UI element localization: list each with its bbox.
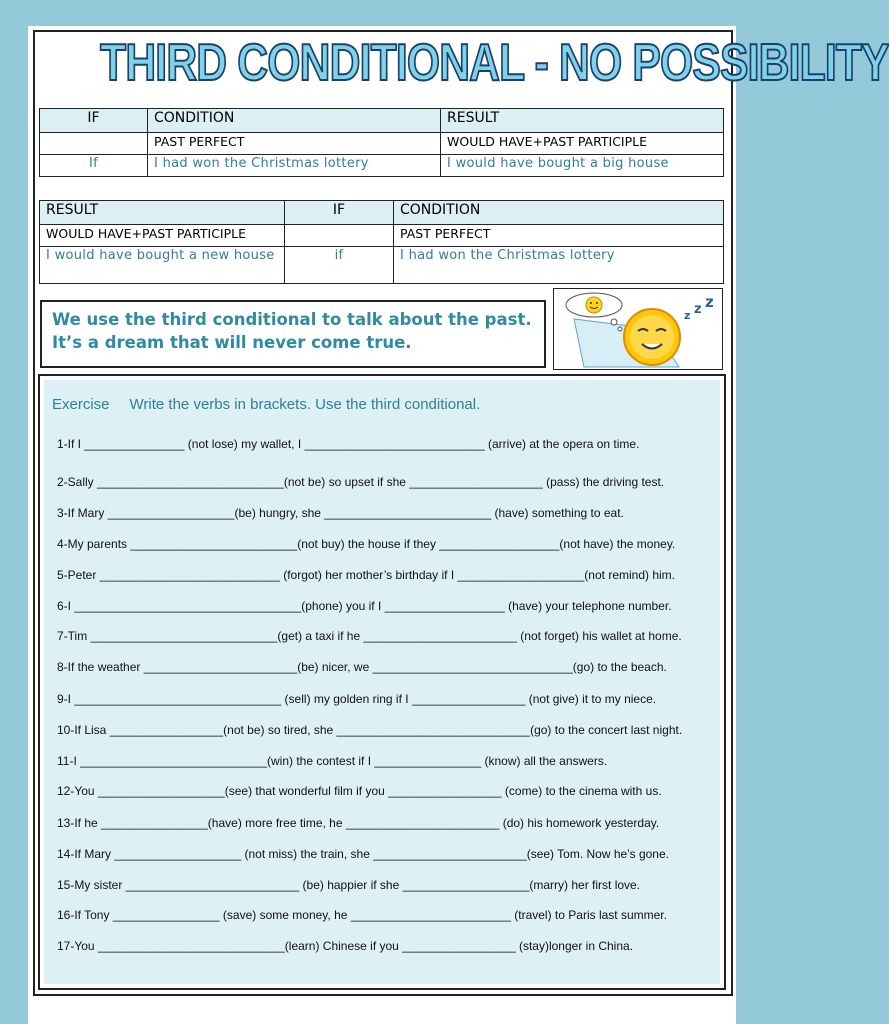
structure-condition: PAST PERFECT: [394, 225, 724, 247]
exercise-item-9[interactable]: 9-I _______________________________ (sell) my golden ring if I _________________ (not give) it to my niece.: [57, 692, 657, 706]
header-condition: CONDITION: [148, 109, 441, 133]
table-structure-row: [40, 225, 724, 247]
exercise-panel-fill: [44, 380, 720, 984]
exercise-item-1[interactable]: 1-If I _______________ (not lose) my wallet, I ___________________________ (arrive) at the opera on time.: [57, 437, 640, 451]
exercise-item-2[interactable]: 2-Sally ____________________________(not be) so upset if she ____________________ (pass) the driving test.: [57, 475, 665, 489]
exercise-item-15[interactable]: 15-My sister __________________________ (be) happier if she ___________________(marry) her first love.: [57, 878, 641, 892]
exercise-item-10[interactable]: 10-If Lisa _________________(not be) so tired, she _____________________________(go) to the concert last night.: [57, 723, 683, 737]
example-result: I would have bought a big house: [441, 155, 724, 177]
structure-table-if-first: [39, 108, 724, 177]
svg-text:z: z: [705, 293, 714, 311]
exercise-item-8[interactable]: 8-If the weather _______________________(be) nicer, we ______________________________(go) to the beach.: [57, 660, 667, 674]
example-condition: I had won the Christmas lottery: [148, 155, 441, 177]
header-result: RESULT: [40, 201, 285, 225]
svg-text:z: z: [684, 309, 691, 322]
header-condition: CONDITION: [394, 201, 724, 225]
header-result: RESULT: [441, 109, 724, 133]
example-if: If: [40, 155, 148, 177]
header-if: IF: [285, 201, 394, 225]
svg-text:z: z: [694, 302, 702, 317]
example-condition: I had won the Christmas lottery: [394, 247, 724, 284]
table-header-row: [40, 201, 724, 225]
structure-result: WOULD HAVE+PAST PARTICIPLE: [40, 225, 285, 247]
exercise-item-4[interactable]: 4-My parents _________________________(not buy) the house if they __________________(not have) the money.: [57, 537, 676, 551]
structure-table-result-first: [39, 200, 724, 284]
exercise-panel: [38, 374, 726, 990]
exercise-item-13[interactable]: 13-If he ________________(have) more free time, he _______________________ (do) his homework yesterday.: [57, 816, 660, 830]
page-title: THIRD CONDITIONAL - NO POSSIBILITY: [100, 34, 889, 92]
table-header-row: [40, 109, 724, 133]
exercise-item-3[interactable]: 3-If Mary ___________________(be) hungry, she _________________________ (have) something to eat.: [57, 506, 624, 520]
exercise-item-17[interactable]: 17-You ____________________________(learn) Chinese if you _________________ (stay)longer in China.: [57, 939, 634, 953]
structure-result: WOULD HAVE+PAST PARTICIPLE: [441, 133, 724, 155]
exercise-item-6[interactable]: 6-I __________________________________(phone) you if I __________________ (have) your telephone number.: [57, 599, 672, 613]
rule-explanation-box: We use the third conditional to talk about the past. It’s a dream that will never come true.: [40, 300, 546, 368]
exercise-label: Exercise: [52, 396, 110, 413]
header-if: IF: [40, 109, 148, 133]
exercise-instruction: Write the verbs in brackets. Use the third conditional.: [129, 396, 481, 413]
sleeping-sun-dreaming-icon: [553, 288, 723, 370]
exercise-item-5[interactable]: 5-Peter ___________________________ (forgot) her mother’s birthday if I ___________________(not remind) him.: [57, 568, 675, 582]
exercise-item-14[interactable]: 14-If Mary ___________________ (not miss) the train, she _______________________(see) Tom. Now he’s gone.: [57, 847, 669, 861]
example-result: I would have bought a new house: [40, 247, 285, 284]
exercise-item-11[interactable]: 11-I ____________________________(win) the contest if I ________________ (know) all the answers.: [57, 754, 608, 768]
structure-if: [285, 225, 394, 247]
table-example-row: [40, 155, 724, 177]
table-example-row: [40, 247, 724, 284]
exercise-item-7[interactable]: 7-Tim ____________________________(get) a taxi if he _______________________ (not forget) his wallet at home.: [57, 629, 682, 643]
exercise-item-12[interactable]: 12-You ___________________(see) that wonderful film if you _________________ (come) to the cinema with us.: [57, 784, 662, 798]
exercise-heading: [52, 396, 480, 413]
structure-if: [40, 133, 148, 155]
example-if: if: [285, 247, 394, 284]
structure-condition: PAST PERFECT: [148, 133, 441, 155]
table-structure-row: [40, 133, 724, 155]
exercise-item-16[interactable]: 16-If Tony ________________ (save) some money, he ________________________ (travel) to Paris last summer.: [57, 908, 667, 922]
